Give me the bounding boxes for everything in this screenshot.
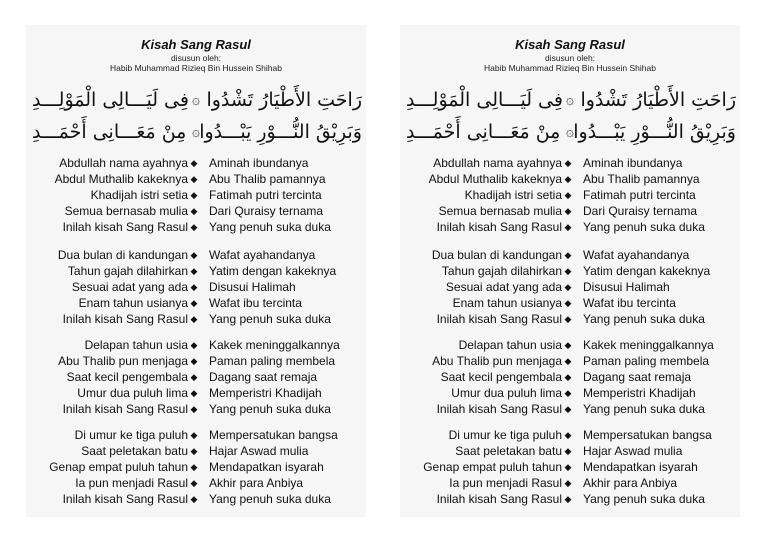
lyric-line: [400, 171, 740, 187]
lyric-right: Paman paling membela: [583, 354, 710, 368]
stanza: [400, 427, 740, 507]
lyric-line: [26, 203, 366, 219]
lyric-line: [26, 247, 366, 263]
bullet-icon: ◆: [190, 250, 198, 260]
lyric-left: Enam tahun usianya: [452, 296, 562, 310]
lyric-left: Saat kecil pengembala: [66, 370, 188, 384]
lyric-right: Akhir para Anbiya: [209, 476, 304, 490]
stanza: [26, 337, 366, 417]
lyric-right: Dari Quraisy ternama: [209, 204, 324, 218]
bullet-icon: ◆: [190, 462, 198, 472]
lyric-left: Enam tahun usianya: [78, 296, 188, 310]
lyric-left: Abdullah nama ayahnya: [59, 156, 188, 170]
lyric-right: Abu Thalib pamannya: [583, 172, 700, 186]
lyric-line: [400, 279, 740, 295]
bullet-icon: ◆: [564, 298, 572, 308]
stanza: [400, 247, 740, 327]
lyric-line: [400, 263, 740, 279]
lyric-right: Abu Thalib pamannya: [209, 172, 326, 186]
lyric-left: Khadijah istri setia: [90, 188, 188, 202]
bullet-icon: ◆: [190, 174, 198, 184]
lyric-left: Inilah kisah Sang Rasul: [62, 492, 188, 506]
lyric-page-right: [400, 25, 740, 517]
lyric-line: [400, 155, 740, 171]
lyric-left: Inilah kisah Sang Rasul: [436, 220, 562, 234]
lyric-right: Yang penuh suka duka: [209, 312, 331, 326]
lyric-right: Yang penuh suka duka: [583, 402, 705, 416]
song-title: Kisah Sang Rasul: [515, 37, 625, 52]
lyric-line: [26, 491, 366, 507]
bullet-icon: ◆: [564, 372, 572, 382]
lyric-left: Inilah kisah Sang Rasul: [436, 312, 562, 326]
lyric-left: Khadijah istri setia: [464, 188, 562, 202]
lyric-right: Memperistri Khadijah: [209, 386, 322, 400]
lyric-line: [400, 337, 740, 353]
lyric-right: Mempersatukan bangsa: [583, 428, 712, 442]
stanza: [400, 155, 740, 235]
lyric-line: [26, 337, 366, 353]
compiled-by-label: disusun oleh:: [544, 53, 596, 63]
lyric-right: Wafat ibu tercinta: [209, 296, 302, 310]
lyric-line: [26, 311, 366, 327]
lyric-line: [400, 369, 740, 385]
bullet-icon: ◆: [564, 462, 572, 472]
stanza: [26, 155, 366, 235]
lyric-left: Delapan tahun usia: [458, 338, 562, 352]
bullet-icon: ◆: [190, 356, 198, 366]
bullet-icon: ◆: [190, 478, 198, 488]
lyric-right: Mendapatkan isyarah: [583, 460, 698, 474]
lyric-right: Mendapatkan isyarah: [209, 460, 324, 474]
bullet-icon: ◆: [564, 494, 572, 504]
lyric-right: Yang penuh suka duka: [583, 312, 705, 326]
bullet-icon: ◆: [190, 206, 198, 216]
lyric-line: [400, 491, 740, 507]
lyric-line: [26, 459, 366, 475]
bullet-icon: ◆: [564, 206, 572, 216]
bullet-icon: ◆: [564, 282, 572, 292]
lyric-right: Kakek meninggalkannya: [209, 338, 340, 352]
lyric-right: Wafat ibu tercinta: [583, 296, 676, 310]
lyric-line: [400, 311, 740, 327]
bullet-icon: ◆: [190, 430, 198, 440]
lyric-line: [400, 385, 740, 401]
arabic-verse-line: [26, 117, 366, 147]
author-name: Habib Muhammad Rizieq Bin Hussein Shihab: [484, 63, 656, 73]
bullet-icon: ◆: [564, 430, 572, 440]
lyric-right: Dari Quraisy ternama: [583, 204, 698, 218]
lyric-right: Aminah ibundanya: [583, 156, 683, 170]
bullet-icon: ◆: [564, 250, 572, 260]
lyric-left: Abdullah nama ayahnya: [433, 156, 562, 170]
lyric-left: Delapan tahun usia: [84, 338, 188, 352]
lyric-line: [26, 155, 366, 171]
lyric-left: Abdul Muthalib kakeknya: [54, 172, 188, 186]
lyric-right: Hajar Aswad mulia: [583, 444, 683, 458]
verse-separator-icon: ۞: [565, 92, 575, 108]
lyric-left: Abu Thalib pun menjaga: [432, 354, 562, 368]
stanza: [26, 247, 366, 327]
lyric-line: [400, 187, 740, 203]
lyric-right: Yang penuh suka duka: [583, 220, 705, 234]
bullet-icon: ◆: [190, 266, 198, 276]
bullet-icon: ◆: [564, 222, 572, 232]
author-name: Habib Muhammad Rizieq Bin Hussein Shihab: [110, 63, 282, 73]
lyric-line: [26, 187, 366, 203]
lyric-left: Ia pun menjadi Rasul: [449, 476, 562, 490]
lyric-right: Kakek meninggalkannya: [583, 338, 714, 352]
bullet-icon: ◆: [190, 446, 198, 456]
bullet-icon: ◆: [564, 478, 572, 488]
lyric-left: Sesuai adat yang ada: [445, 280, 562, 294]
lyric-right: Yatim dengan kakeknya: [209, 264, 337, 278]
lyric-left: Di umur ke tiga puluh: [448, 428, 562, 442]
bullet-icon: ◆: [190, 388, 198, 398]
lyric-line: [400, 203, 740, 219]
lyric-right: Mempersatukan bangsa: [209, 428, 338, 442]
lyric-left: Inilah kisah Sang Rasul: [436, 492, 562, 506]
lyric-left: Di umur ke tiga puluh: [74, 428, 188, 442]
lyric-line: [26, 401, 366, 417]
lyric-left: Umur dua puluh lima: [451, 386, 562, 400]
lyric-line: [26, 427, 366, 443]
bullet-icon: ◆: [564, 340, 572, 350]
compiled-by-label: disusun oleh:: [170, 53, 222, 63]
arabic-verse-right: وَبَرِيْقُ النُّـــوْرِ يَبْـــدُوا: [573, 121, 736, 143]
lyric-right: Fatimah putri tercinta: [583, 188, 696, 202]
bullet-icon: ◆: [564, 388, 572, 398]
lyric-right: Wafat ayahandanya: [209, 248, 316, 262]
lyric-line: [400, 459, 740, 475]
arabic-verse-line: [400, 85, 740, 115]
bullet-icon: ◆: [564, 266, 572, 276]
lyric-right: Yatim dengan kakeknya: [583, 264, 711, 278]
lyric-left: Dua bulan di kandungan: [57, 248, 188, 262]
lyric-right: Memperistri Khadijah: [583, 386, 696, 400]
lyric-left: Abdul Muthalib kakeknya: [428, 172, 562, 186]
lyric-right: Hajar Aswad mulia: [209, 444, 309, 458]
bullet-icon: ◆: [190, 340, 198, 350]
lyric-right: Akhir para Anbiya: [583, 476, 678, 490]
lyric-left: Saat peletakan batu: [455, 444, 562, 458]
stanza: [26, 427, 366, 507]
song-title: Kisah Sang Rasul: [141, 37, 251, 52]
arabic-verse-right: رَاحَتِ الأَطْيَارُ تَشْدُوا: [580, 89, 736, 111]
lyric-line: [26, 295, 366, 311]
lyric-right: Paman paling membela: [209, 354, 336, 368]
lyric-left: Genap empat puluh tahun: [49, 460, 188, 474]
bullet-icon: ◆: [564, 190, 572, 200]
arabic-verse-left: مِنْ مَعَـــانِى أَحْمَـــدِ: [406, 121, 561, 143]
arabic-verse-left: فِى لَيَـــالِى الْمَوْلِـــدِ: [406, 89, 563, 111]
lyric-right: Yang penuh suka duka: [209, 492, 331, 506]
lyric-right: Disusui Halimah: [209, 280, 296, 294]
lyric-right: Wafat ayahandanya: [583, 248, 690, 262]
bullet-icon: ◆: [190, 158, 198, 168]
lyric-right: Dagang saat remaja: [583, 370, 692, 384]
lyric-left: Abu Thalib pun menjaga: [58, 354, 188, 368]
bullet-icon: ◆: [190, 372, 198, 382]
lyric-line: [400, 247, 740, 263]
lyric-line: [400, 475, 740, 491]
lyric-right: Dagang saat remaja: [209, 370, 318, 384]
lyric-right: Yang penuh suka duka: [209, 220, 331, 234]
lyric-line: [400, 401, 740, 417]
bullet-icon: ◆: [564, 404, 572, 414]
bullet-icon: ◆: [190, 314, 198, 324]
lyric-left: Semua bernasab mulia: [64, 204, 188, 218]
lyric-left: Saat peletakan batu: [81, 444, 188, 458]
lyric-right: Yang penuh suka duka: [583, 492, 705, 506]
arabic-verse-line: [26, 85, 366, 115]
lyric-left: Genap empat puluh tahun: [423, 460, 562, 474]
lyric-line: [26, 475, 366, 491]
lyric-left: Inilah kisah Sang Rasul: [62, 312, 188, 326]
verse-separator-icon: ۞: [191, 92, 201, 108]
lyric-left: Sesuai adat yang ada: [71, 280, 188, 294]
lyric-line: [400, 427, 740, 443]
verse-separator-icon: ۞: [191, 124, 201, 140]
lyric-left: Tahun gajah dilahirkan: [441, 264, 562, 278]
lyric-left: Inilah kisah Sang Rasul: [62, 220, 188, 234]
lyric-page-left: [26, 25, 366, 517]
lyric-left: Dua bulan di kandungan: [431, 248, 562, 262]
lyric-line: [26, 219, 366, 235]
lyric-right: Aminah ibundanya: [209, 156, 309, 170]
bullet-icon: ◆: [564, 158, 572, 168]
lyric-line: [400, 219, 740, 235]
lyric-left: Tahun gajah dilahirkan: [67, 264, 188, 278]
verse-separator-icon: ۞: [565, 124, 575, 140]
bullet-icon: ◆: [564, 314, 572, 324]
lyric-line: [26, 353, 366, 369]
lyric-left: Saat kecil pengembala: [440, 370, 562, 384]
bullet-icon: ◆: [190, 282, 198, 292]
bullet-icon: ◆: [190, 298, 198, 308]
arabic-verse-left: مِنْ مَعَـــانِى أَحْمَـــدِ: [32, 121, 187, 143]
lyric-right: Disusui Halimah: [583, 280, 670, 294]
lyric-line: [26, 385, 366, 401]
arabic-verse-line: [400, 117, 740, 147]
arabic-verse-left: فِى لَيَـــالِى الْمَوْلِـــدِ: [32, 89, 189, 111]
bullet-icon: ◆: [190, 494, 198, 504]
bullet-icon: ◆: [564, 356, 572, 366]
bullet-icon: ◆: [564, 446, 572, 456]
bullet-icon: ◆: [564, 174, 572, 184]
arabic-verse-right: وَبَرِيْقُ النُّـــوْرِ يَبْـــدُوا: [199, 121, 362, 143]
stanza: [400, 337, 740, 417]
lyric-left: Inilah kisah Sang Rasul: [436, 402, 562, 416]
lyric-left: Umur dua puluh lima: [77, 386, 188, 400]
lyric-right: Fatimah putri tercinta: [209, 188, 322, 202]
lyric-left: Semua bernasab mulia: [438, 204, 562, 218]
lyric-line: [26, 263, 366, 279]
bullet-icon: ◆: [190, 222, 198, 232]
lyric-line: [26, 369, 366, 385]
lyric-line: [26, 171, 366, 187]
bullet-icon: ◆: [190, 190, 198, 200]
arabic-verse-right: رَاحَتِ الأَطْيَارُ تَشْدُوا: [206, 89, 362, 111]
bullet-icon: ◆: [190, 404, 198, 414]
lyric-line: [400, 353, 740, 369]
lyric-line: [400, 295, 740, 311]
lyric-left: Ia pun menjadi Rasul: [75, 476, 188, 490]
lyric-line: [26, 443, 366, 459]
lyric-left: Inilah kisah Sang Rasul: [62, 402, 188, 416]
lyric-right: Yang penuh suka duka: [209, 402, 331, 416]
lyric-line: [400, 443, 740, 459]
lyric-line: [26, 279, 366, 295]
